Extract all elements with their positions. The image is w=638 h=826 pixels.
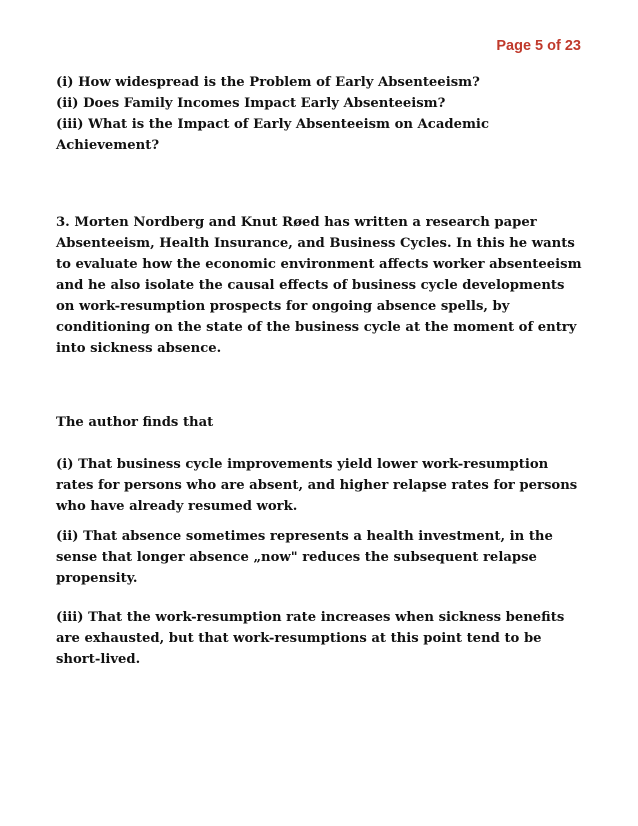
paragraph-nordberg-roed	[56, 212, 586, 359]
finding-text: (ii) That absence sometimes represents a health investment, in the sense that longer absence „now" reduces the subsequent relapse propensity.	[56, 529, 553, 586]
research-questions	[56, 72, 586, 156]
findings-intro	[56, 412, 586, 433]
finding-text: (i) That business cycle improvements yield lower work-resumption rates for persons who are absent, and higher relapse rates for persons who have already resumed work.	[56, 457, 578, 514]
finding-item	[56, 454, 586, 517]
finding-item	[56, 526, 586, 589]
finding-text: (iii) That the work-resumption rate increases when sickness benefits are exhausted, but that work-resumptions at this point tend to be short-lived.	[56, 610, 565, 667]
page-number: Page 5 of 23	[496, 38, 581, 54]
question-item: (ii) Does Family Incomes Impact Early Absenteeism?	[56, 96, 446, 111]
finding-item	[56, 607, 586, 670]
paragraph-text: 3. Morten Nordberg and Knut Røed has written a research paper Absenteeism, Health Insurance, and Business Cycles. In this he wants to evaluate how the economic environment affects worker absenteeism and he also isolate the causal effects of business cycle developments on work-resumption prospects for ongoing absence spells, by conditioning on the state of the business cycle at the moment of entry into sickness absence.	[56, 215, 582, 356]
question-item: (iii) What is the Impact of Early Absenteeism on Academic Achievement?	[56, 117, 489, 153]
question-item: (i) How widespread is the Problem of Early Absenteeism?	[56, 75, 480, 90]
findings-intro-text: The author finds that	[56, 415, 214, 430]
